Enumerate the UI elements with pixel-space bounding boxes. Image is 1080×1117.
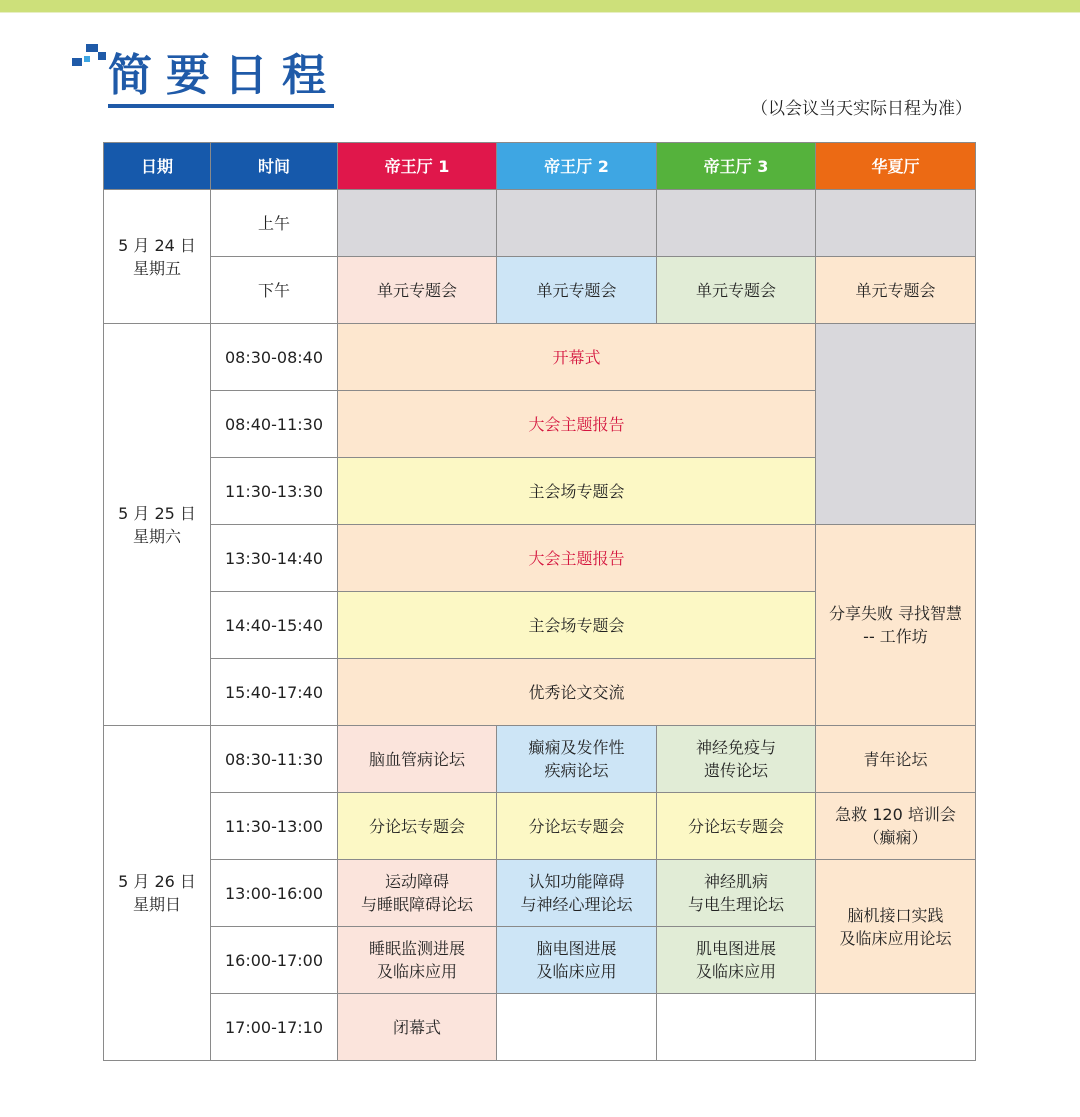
header-time: 时间 [211, 143, 338, 190]
header-hall-3: 帝王厅 3 [657, 143, 816, 190]
time-cell: 下午 [211, 257, 338, 324]
session-cell: 主会场专题会 [338, 458, 816, 525]
header-hall-1: 帝王厅 1 [338, 143, 497, 190]
empty-cell [657, 994, 816, 1061]
top-divider [0, 12, 1080, 13]
day-cell-may25 [104, 324, 211, 726]
session-cell [497, 927, 657, 994]
session-line: 及临床应用 [376, 962, 457, 981]
session-line: 分论坛专题会 [528, 816, 625, 836]
time-cell: 上午 [211, 190, 338, 257]
time-cell: 17:00-17:10 [211, 994, 338, 1061]
session-line: 运动障碍 [384, 872, 449, 891]
session-cell [497, 726, 657, 793]
time-cell: 13:30-14:40 [211, 525, 338, 592]
session-cell: 优秀论文交流 [338, 659, 816, 726]
session-line: 脑电图进展 [536, 939, 617, 958]
date-label: 5 月 24 日 [118, 235, 196, 255]
weekday-label: 星期日 [132, 895, 181, 914]
table-row [104, 190, 976, 257]
session-cell [338, 927, 497, 994]
time-cell: 16:00-17:00 [211, 927, 338, 994]
session-cell [816, 726, 976, 793]
empty-cell [657, 190, 816, 257]
session-line: 及临床应用 [695, 962, 776, 981]
session-line: 分享失败 寻找智慧 [828, 604, 963, 623]
session-line: 癫痫及发作性 [528, 738, 625, 757]
table-row [104, 525, 976, 592]
table-row [104, 860, 976, 927]
session-line: 分论坛专题会 [687, 816, 784, 836]
empty-cell [497, 190, 657, 257]
session-cell-workshop [816, 525, 976, 726]
table-row [104, 726, 976, 793]
session-cell: 单元专题会 [497, 257, 657, 324]
header-hall-2: 帝王厅 2 [497, 143, 657, 190]
title-underline [108, 104, 334, 108]
page-title: 简要日程 [108, 50, 340, 101]
session-cell: 单元专题会 [338, 257, 497, 324]
session-line: 脑血管病论坛 [368, 749, 465, 769]
time-cell: 14:40-15:40 [211, 592, 338, 659]
session-line: 肌电图进展 [695, 939, 776, 958]
table-header-row [104, 143, 976, 190]
session-cell [657, 927, 816, 994]
session-cell [816, 860, 976, 994]
weekday-label: 星期五 [132, 258, 181, 278]
schedule-table [103, 142, 976, 1061]
empty-cell [497, 994, 657, 1061]
table-row [104, 324, 976, 391]
time-cell: 11:30-13:00 [211, 793, 338, 860]
session-cell-opening: 开幕式 [338, 324, 816, 391]
session-cell [497, 860, 657, 927]
header-huaxia-hall: 华夏厅 [816, 143, 976, 190]
session-cell: 单元专题会 [657, 257, 816, 324]
time-cell: 13:00-16:00 [211, 860, 338, 927]
time-cell: 08:40-11:30 [211, 391, 338, 458]
time-cell: 08:30-11:30 [211, 726, 338, 793]
empty-cell [816, 190, 976, 257]
weekday-label: 星期六 [132, 526, 181, 546]
session-cell [657, 726, 816, 793]
empty-cell [338, 190, 497, 257]
session-line: 急救 120 培训会 [835, 805, 956, 824]
session-cell [657, 860, 816, 927]
session-cell [497, 793, 657, 860]
session-line: 神经免疫与 [695, 738, 776, 757]
session-line: 分论坛专题会 [368, 816, 465, 836]
square-blocks-logo-icon [72, 44, 106, 70]
empty-cell [816, 324, 976, 525]
session-line: 与电生理论坛 [687, 895, 784, 914]
session-line: （癫痫） [863, 828, 928, 847]
session-cell [338, 793, 497, 860]
session-line: 及临床应用 [536, 962, 617, 981]
session-cell [657, 793, 816, 860]
session-line: 脑机接口实践 [847, 905, 944, 925]
session-line: 及临床应用论坛 [839, 928, 952, 948]
session-line: 神经肌病 [703, 872, 768, 891]
session-cell: 单元专题会 [816, 257, 976, 324]
table-row [104, 793, 976, 860]
date-label: 5 月 26 日 [118, 872, 196, 891]
header-date: 日期 [104, 143, 211, 190]
session-cell: 主会场专题会 [338, 592, 816, 659]
session-cell [338, 860, 497, 927]
session-cell [816, 793, 976, 860]
time-cell: 08:30-08:40 [211, 324, 338, 391]
time-cell: 11:30-13:30 [211, 458, 338, 525]
table-row [104, 994, 976, 1061]
schedule-note: （以会议当天实际日程为准） [751, 99, 972, 119]
session-line: 疾病论坛 [544, 761, 609, 780]
session-cell-keynote: 大会主题报告 [338, 391, 816, 458]
session-line: 青年论坛 [863, 749, 928, 769]
top-color-band [0, 0, 1080, 12]
empty-cell [816, 994, 976, 1061]
time-cell: 15:40-17:40 [211, 659, 338, 726]
session-line: 与睡眠障碍论坛 [360, 895, 473, 914]
table-row [104, 257, 976, 324]
session-cell-keynote: 大会主题报告 [338, 525, 816, 592]
session-line: 遗传论坛 [703, 761, 768, 780]
day-cell-may26 [104, 726, 211, 1061]
session-line: -- 工作坊 [863, 627, 928, 646]
session-line: 与神经心理论坛 [520, 895, 633, 914]
session-cell-closing: 闭幕式 [338, 994, 497, 1061]
date-label: 5 月 25 日 [118, 503, 196, 523]
session-line: 睡眠监测进展 [368, 939, 465, 958]
day-cell-may24 [104, 190, 211, 324]
session-cell [338, 726, 497, 793]
session-line: 认知功能障碍 [528, 872, 625, 891]
